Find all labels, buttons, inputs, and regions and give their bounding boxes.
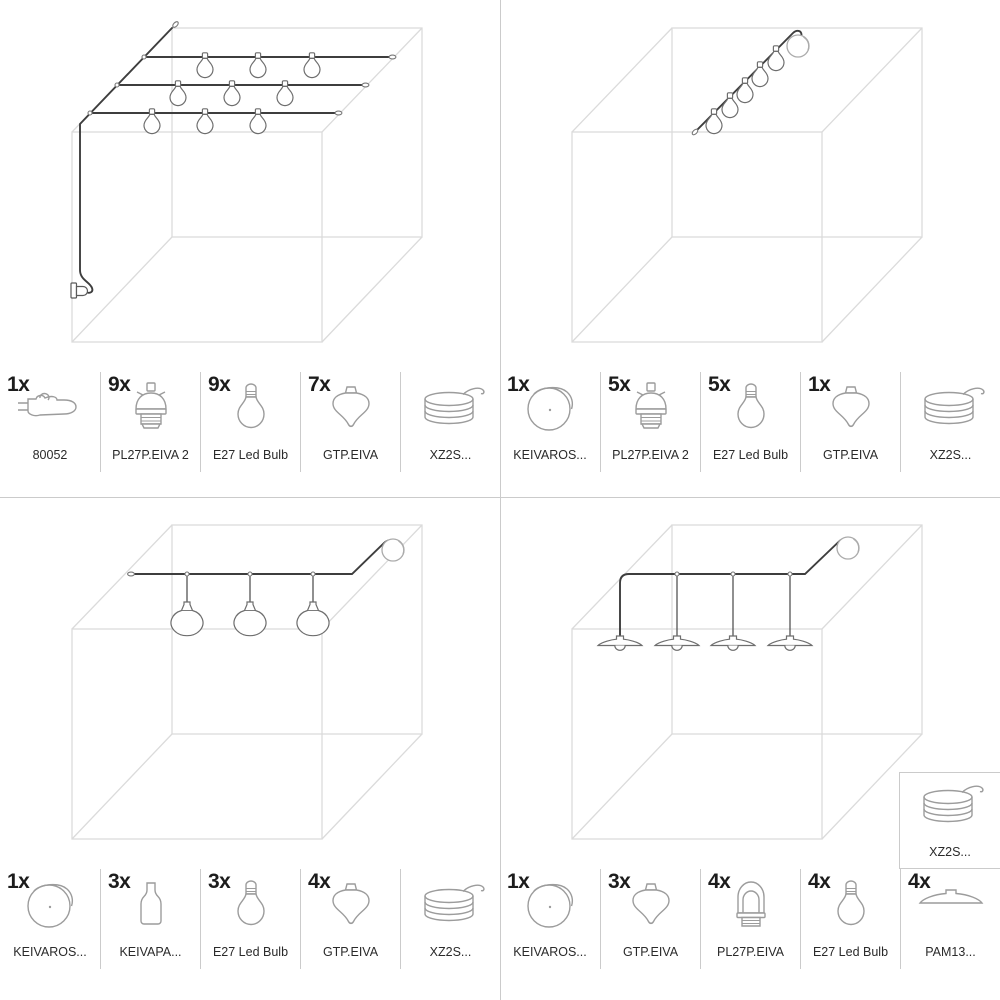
part-quantity: 5x: [708, 373, 731, 396]
kit-diagram-diagonal-string: [500, 0, 1000, 372]
part-label: PAM13...: [925, 945, 976, 959]
kit-panel-bottom-left: [0, 497, 500, 1000]
part-item: [900, 372, 1000, 472]
flat-shade-icon: [911, 875, 991, 933]
light-bulb-icon: [234, 602, 266, 636]
room-cube: [572, 525, 922, 839]
pendant-shade-icon: [598, 636, 642, 650]
part-quantity: 1x: [7, 373, 30, 396]
part-label: XZ2S...: [929, 448, 972, 462]
part-label: PL27P.EIVA 2: [612, 448, 689, 462]
part-label: XZ2S...: [429, 945, 472, 959]
part-item: [100, 869, 200, 969]
cable-coil-icon: [411, 875, 491, 933]
part-item: [900, 869, 1000, 969]
pendant-drop-cables: [677, 574, 790, 636]
part-label: PL27P.EIVA 2: [112, 448, 189, 462]
pendant-shade-icon: [711, 636, 755, 650]
ceiling-rose-icon: [787, 35, 809, 57]
cable-hook-icon: [248, 572, 252, 576]
cable-coil-icon: [911, 378, 991, 436]
cable-tip-icon: [691, 128, 698, 135]
bottle-holder-icon: [111, 875, 191, 933]
part-item: [600, 372, 700, 472]
parts-list: [500, 869, 1000, 969]
cable-hook-icon: [88, 111, 92, 115]
parts-list: [0, 372, 500, 472]
pendant-drop-cables: [187, 574, 313, 602]
pendant-bulbs: [171, 602, 329, 636]
part-quantity: 1x: [507, 373, 530, 396]
festoon-bulbs: [706, 46, 784, 134]
part-item: [200, 869, 300, 969]
led-bulb-icon: [211, 875, 291, 933]
ceiling-rose-icon: [510, 378, 590, 436]
part-quantity: 5x: [608, 373, 631, 396]
extra-part-item: [899, 772, 1000, 869]
part-item: [500, 869, 600, 969]
part-item: [100, 372, 200, 472]
part-label: E27 Led Bulb: [712, 448, 789, 462]
kit-panel-top-right: [500, 0, 1000, 497]
light-bulb-icon: [722, 93, 738, 118]
light-bulb-icon: [706, 109, 722, 134]
part-quantity: 9x: [208, 373, 231, 396]
cable-coil-icon: [411, 378, 491, 436]
cable-hook-icon: [115, 83, 119, 87]
hooded-lamp-holder-icon: [711, 875, 791, 933]
grid-divider-horizontal: [0, 497, 1000, 498]
cable-hook-icon: [185, 572, 189, 576]
part-label: KEIVAROS...: [513, 448, 587, 462]
ceiling-rose-icon: [382, 539, 404, 561]
pendant-shade-icon: [655, 636, 699, 650]
part-label: KEIVAROS...: [13, 945, 87, 959]
part-item: [0, 372, 100, 472]
part-label: GTP.EIVA: [322, 448, 379, 462]
plug-icon: [10, 378, 90, 436]
part-quantity: 7x: [308, 373, 331, 396]
cable-hook-icon: [311, 875, 391, 933]
part-item: [600, 869, 700, 969]
part-quantity: 4x: [708, 870, 731, 893]
cable-hook-icon: [788, 572, 792, 576]
cable-hook-icon: [311, 572, 315, 576]
kit-panel-bottom-right: [500, 497, 1000, 1000]
string-light-cable: [620, 539, 850, 636]
festoon-bulbs: [144, 53, 320, 134]
ceiling-rose-icon: [10, 875, 90, 933]
part-quantity: 4x: [908, 870, 931, 893]
led-bulb-icon: [811, 875, 891, 933]
parts-list: [0, 869, 500, 969]
ceiling-rose-icon: [510, 875, 590, 933]
part-item: [400, 372, 500, 472]
lamp-holder-icon: [611, 378, 691, 436]
ceiling-rose-icon: [837, 537, 859, 559]
part-label: KEIVAPA...: [119, 945, 182, 959]
part-item: [200, 372, 300, 472]
cable-tip-icon: [335, 111, 342, 115]
parts-list: [500, 372, 1000, 472]
part-item: [0, 869, 100, 969]
light-bulb-icon: [752, 62, 768, 87]
room-cube: [72, 525, 422, 839]
part-label: E27 Led Bulb: [212, 448, 289, 462]
part-quantity: 4x: [808, 870, 831, 893]
part-quantity: 4x: [308, 870, 331, 893]
part-quantity: 9x: [108, 373, 131, 396]
part-item: [800, 869, 900, 969]
cable-hook-icon: [611, 875, 691, 933]
grid-divider-vertical: [500, 0, 501, 1000]
part-item: [300, 869, 400, 969]
lamp-holder-icon: [111, 378, 191, 436]
part-label: XZ2S...: [429, 448, 472, 462]
light-bulb-icon: [737, 78, 753, 103]
part-label: E27 Led Bulb: [212, 945, 289, 959]
part-quantity: 3x: [208, 870, 231, 893]
part-label: 80052: [32, 448, 68, 462]
led-bulb-icon: [711, 378, 791, 436]
part-label: GTP.EIVA: [822, 448, 879, 462]
cable-tip-icon: [389, 55, 396, 59]
part-quantity: 3x: [108, 870, 131, 893]
part-item: [700, 372, 800, 472]
light-bulb-icon: [768, 46, 784, 71]
part-label: GTP.EIVA: [322, 945, 379, 959]
cable-hook-icon: [675, 572, 679, 576]
kit-panel-top-left: [0, 0, 500, 497]
cable-hook-icon: [731, 572, 735, 576]
part-item: [300, 372, 400, 472]
part-item: [800, 372, 900, 472]
cable-hook-icon: [311, 378, 391, 436]
pendant-shade-icon: [768, 636, 812, 650]
kit-diagram-pendant-bulbs: [0, 497, 500, 869]
part-label: XZ2S...: [929, 845, 971, 859]
room-cube: [72, 28, 422, 342]
part-label: KEIVAROS...: [513, 945, 587, 959]
pendant-shades: [598, 636, 812, 650]
part-quantity: 1x: [808, 373, 831, 396]
part-quantity: 1x: [7, 870, 30, 893]
part-quantity: 3x: [608, 870, 631, 893]
cable-coil-icon: [910, 776, 990, 834]
part-item: [700, 869, 800, 969]
part-item: [400, 869, 500, 969]
part-item: [500, 372, 600, 472]
cable-hook-icon: [811, 378, 891, 436]
cable-hook-icon: [142, 55, 146, 59]
light-bulb-icon: [171, 602, 203, 636]
part-label: PL27P.EIVA: [717, 945, 784, 959]
part-label: E27 Led Bulb: [812, 945, 889, 959]
cable-tip-icon: [172, 21, 179, 29]
part-label: GTP.EIVA: [622, 945, 679, 959]
cable-tip-icon: [128, 572, 135, 576]
part-quantity: 1x: [507, 870, 530, 893]
led-bulb-icon: [211, 378, 291, 436]
power-plug-icon: [71, 283, 87, 298]
kit-diagram-festoon-zigzag: [0, 0, 500, 372]
light-bulb-icon: [297, 602, 329, 636]
string-light-cable: [80, 28, 390, 293]
room-cube: [572, 28, 922, 342]
cable-tip-icon: [362, 83, 369, 87]
